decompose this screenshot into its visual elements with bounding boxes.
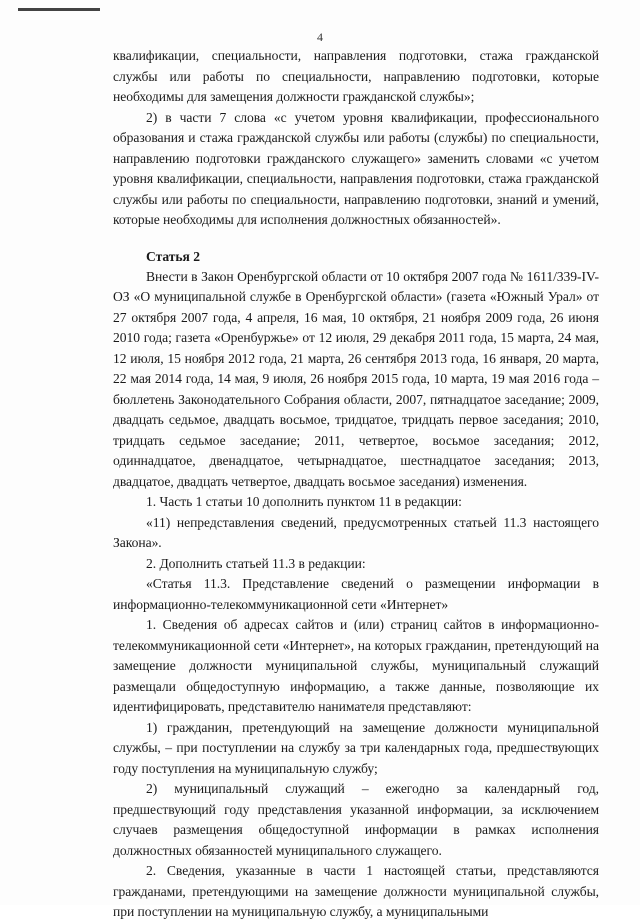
paragraph: квалификации, специальности, направления подготовки, стажа гражданской службы или работы по специальности, направлению подготовки, которые необходимы для замещения должности гражданской службы»;	[113, 48, 599, 104]
paragraph: Внести в Закон Оренбургской области от 10 октября 2007 года № 1611/339-IV-ОЗ «О муниципальной службе в Оренбургской области» (газета «Южный Урал» от 27 октября 2007 года, 4 апреля, 16 мая, 10 октября, 21 ноября 2009 года, 26 июня 2010 года; газета «Оренбуржье» от 12 июля, 29 декабря 2011 года, 15 марта, 24 мая, 12 июля, 15 ноября 2012 года, 21 марта, 26 сентября 2013 года, 16 января, 20 марта, 22 мая 2014 года, 14 мая, 9 июля, 26 ноября 2015 года, 10 марта, 19 мая 2016 года – бюллетень Законодательного Собрания области, 2007, пятнадцатое заседание; 2009, двадцать седьмое, двадцать восьмое, тридцатое, тридцать первое заседания; 2010, тридцать седьмое заседание; 2011, четвертое, восьмое заседания; 2012, одиннадцатое, двенадцатое, четырнадцатое, шестнадцатое заседания; 2013, двадцатое, двадцать четвертое, двадцать восьмое заседания) изменения.	[113, 268, 599, 489]
document-body	[113, 46, 599, 923]
paragraph: 2. Дополнить статьей 11.3 в редакции:	[146, 555, 366, 571]
paragraph: «Статья 11.3. Представление сведений о размещении информации в информационно-телекоммуникационной сети «Интернет»	[113, 576, 599, 612]
paragraph: «11) непредставления сведений, предусмотренных статьей 11.3 настоящего Закона».	[113, 514, 599, 550]
paragraph: 1) гражданин, претендующий на замещение должности муниципальной службы, – при поступлении на службу за три календарных года, предшествующих году поступления на муниципальную службу;	[113, 719, 599, 776]
scan-artifact-line	[18, 8, 100, 11]
paragraph: 2) в части 7 слова «с учетом уровня квалификации, профессионального образования и стажа гражданской службы или работы (службы) по специальности, направлению подготовки гражданского служащего» заменить словами «с учетом уровня квалификации, специальности, направления подготовки, стажа гражданской службы или работы по специальности, направлению подготовки, знаний и умений, которые необходимы для исполнения должностных обязанностей».	[113, 109, 599, 227]
paragraph: 2) муниципальный служащий – ежегодно за календарный год, предшествующий году представления указанной информации, за исключением случаев размещения общедоступной информации в рамках исполнения должностных обязанностей муниципального служащего.	[113, 781, 599, 858]
paragraph: 1. Сведения об адресах сайтов и (или) страниц сайтов в информационно-телекоммуникационной сети «Интернет», на которых гражданин, претендующий на замещение должности муниципальной службы, муниципальный служащий размещали общедоступную информацию, а также данные, позволяющие их идентифицировать, представителю нанимателя представляют:	[113, 617, 599, 714]
paragraph: 1. Часть 1 статьи 10 дополнить пунктом 11 в редакции:	[146, 494, 462, 509]
paragraph: 2. Сведения, указанные в части 1 настоящей статьи, представляются гражданами, претендующими на замещение должности муниципальной службы, при поступлении на муниципальную службу, а муниципальными	[113, 863, 599, 919]
page-number: 4	[317, 30, 323, 44]
article-heading: Статья 2	[146, 248, 200, 264]
